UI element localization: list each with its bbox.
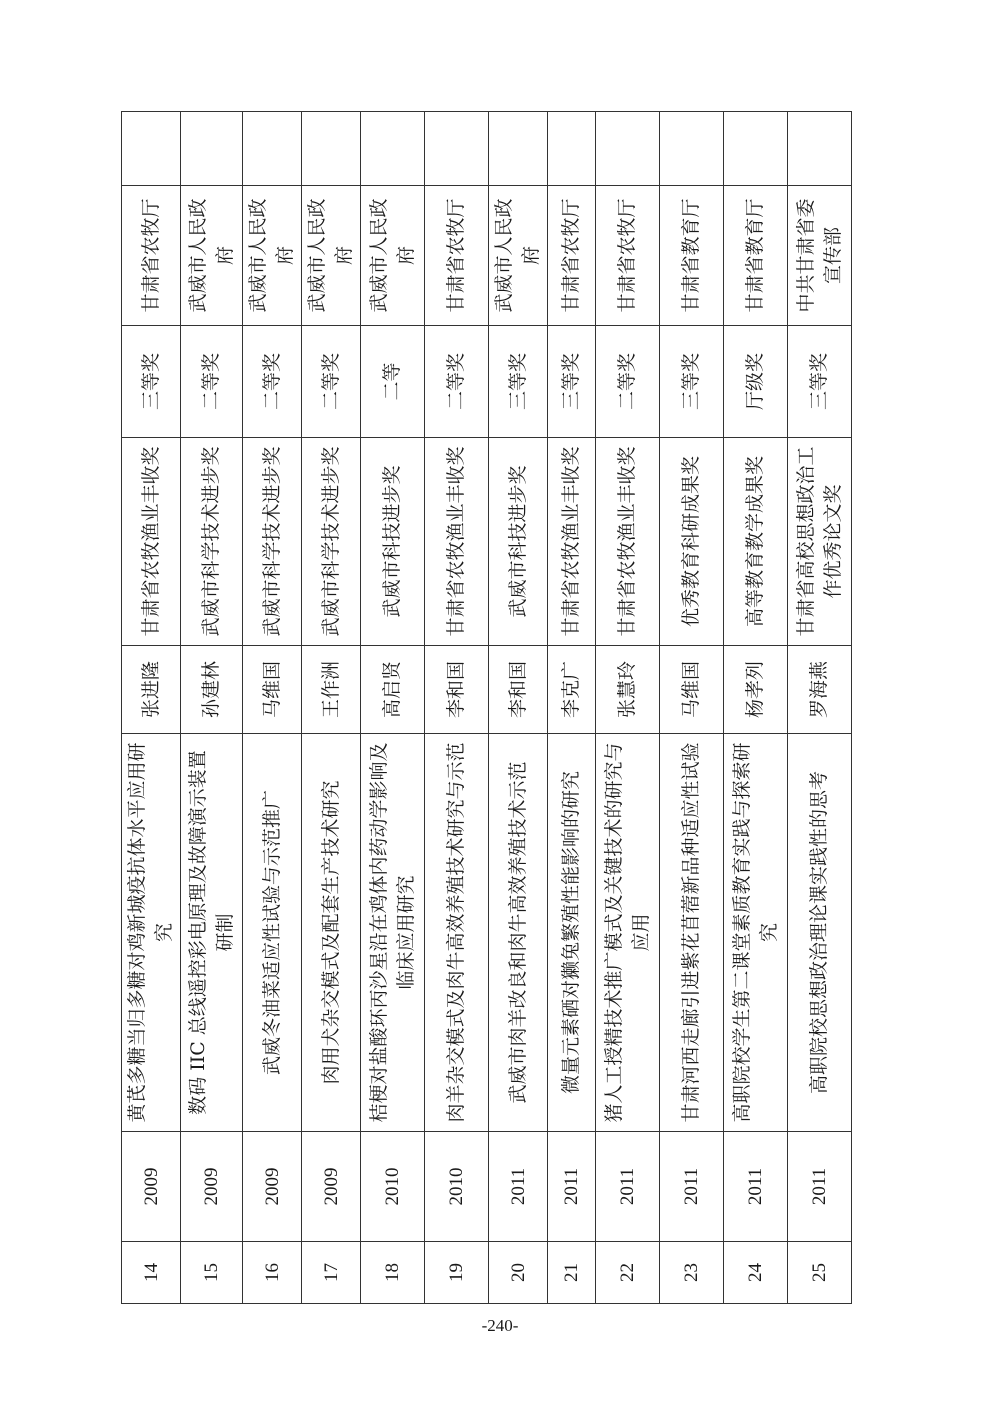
row-award: 甘肃省高校思想政治工作优秀论文奖 — [788, 438, 852, 646]
row-person: 孙建林 — [181, 646, 243, 734]
row-grade: 二等奖 — [243, 326, 302, 438]
row-note — [302, 112, 361, 186]
row-year: 2010 — [425, 1132, 489, 1242]
table-row — [788, 112, 852, 1304]
row-title: 高职院校思想政治理论课实践性的思考 — [788, 734, 852, 1132]
row-grade: 二等奖 — [181, 326, 243, 438]
awards-table — [121, 111, 852, 1304]
row-year: 2009 — [243, 1132, 302, 1242]
row-note — [181, 112, 243, 186]
row-note — [425, 112, 489, 186]
row-title: 桔梗对盐酸环丙沙星沿在鸡体内药动学影响及临床应用研究 — [361, 734, 425, 1132]
row-number: 16 — [243, 1242, 302, 1304]
table-row — [181, 112, 243, 1304]
row-year: 2011 — [788, 1132, 852, 1242]
row-note — [724, 112, 788, 186]
row-note — [122, 112, 181, 186]
row-year: 2009 — [302, 1132, 361, 1242]
row-title: 武威市肉羊改良和肉牛高效养殖技术示范 — [489, 734, 548, 1132]
row-number: 25 — [788, 1242, 852, 1304]
row-issuer: 武威市人民政府 — [361, 186, 425, 326]
row-award: 武威市科学技术进步奖 — [302, 438, 361, 646]
row-issuer: 武威市人民政府 — [181, 186, 243, 326]
row-year: 2011 — [724, 1132, 788, 1242]
row-grade: 三等奖 — [548, 326, 596, 438]
row-year: 2009 — [122, 1132, 181, 1242]
row-person: 高启贤 — [361, 646, 425, 734]
row-grade: 三等奖 — [489, 326, 548, 438]
row-grade: 二等 — [361, 326, 425, 438]
row-number: 22 — [596, 1242, 660, 1304]
row-number: 18 — [361, 1242, 425, 1304]
table-row — [660, 112, 724, 1304]
table-row — [596, 112, 660, 1304]
row-award: 武威市科技进步奖 — [361, 438, 425, 646]
row-number: 17 — [302, 1242, 361, 1304]
row-year: 2011 — [596, 1132, 660, 1242]
row-award: 武威市科学技术进步奖 — [243, 438, 302, 646]
row-issuer: 甘肃省农牧厅 — [596, 186, 660, 326]
row-grade: 三等奖 — [122, 326, 181, 438]
row-person: 张慧玲 — [596, 646, 660, 734]
row-issuer: 中共甘肃省委宣传部 — [788, 186, 852, 326]
row-award: 武威市科学技术进步奖 — [181, 438, 243, 646]
row-year: 2010 — [361, 1132, 425, 1242]
row-person: 李克广 — [548, 646, 596, 734]
row-number: 14 — [122, 1242, 181, 1304]
row-note — [243, 112, 302, 186]
row-note — [489, 112, 548, 186]
row-note — [788, 112, 852, 186]
row-person: 罗海燕 — [788, 646, 852, 734]
row-award: 武威市科技进步奖 — [489, 438, 548, 646]
row-grade: 三等奖 — [660, 326, 724, 438]
table-row — [361, 112, 425, 1304]
row-title: 肉羊杂交模式及肉牛高效养殖技术研究与示范 — [425, 734, 489, 1132]
row-issuer: 甘肃省农牧厅 — [122, 186, 181, 326]
row-number: 21 — [548, 1242, 596, 1304]
row-person: 李和国 — [489, 646, 548, 734]
row-title: 微量元素硒对獭兔繁殖性能影响的研究 — [548, 734, 596, 1132]
row-grade: 三等奖 — [788, 326, 852, 438]
row-title: 武威冬油菜适应性试验与示范推广 — [243, 734, 302, 1132]
row-year: 2011 — [548, 1132, 596, 1242]
table-row — [548, 112, 596, 1304]
row-person: 马维国 — [243, 646, 302, 734]
row-note — [548, 112, 596, 186]
table-row — [302, 112, 361, 1304]
row-number: 20 — [489, 1242, 548, 1304]
row-title: 黄芪多糖当归多糖对鸡新城疫抗体水平应用研究 — [122, 734, 181, 1132]
table-row — [425, 112, 489, 1304]
row-person: 杨孝列 — [724, 646, 788, 734]
table-row — [489, 112, 548, 1304]
row-note — [361, 112, 425, 186]
table-row — [724, 112, 788, 1304]
row-person: 张进隆 — [122, 646, 181, 734]
row-issuer: 甘肃省农牧厅 — [548, 186, 596, 326]
row-issuer: 武威市人民政府 — [243, 186, 302, 326]
row-issuer: 武威市人民政府 — [302, 186, 361, 326]
row-title: 数码 IIC 总线遥控彩电原理及故障演示装置研制 — [181, 734, 243, 1132]
row-note — [596, 112, 660, 186]
row-person: 李和国 — [425, 646, 489, 734]
row-award: 优秀教育科研成果奖 — [660, 438, 724, 646]
row-number: 24 — [724, 1242, 788, 1304]
row-grade: 二等奖 — [425, 326, 489, 438]
row-number: 19 — [425, 1242, 489, 1304]
row-issuer: 甘肃省教育厅 — [724, 186, 788, 326]
row-year: 2009 — [181, 1132, 243, 1242]
row-number: 23 — [660, 1242, 724, 1304]
row-year: 2011 — [489, 1132, 548, 1242]
row-issuer: 甘肃省农牧厅 — [425, 186, 489, 326]
row-award: 甘肃省农牧渔业丰收奖 — [122, 438, 181, 646]
row-title: 高职院校学生第二课堂素质教育实践与探索研究 — [724, 734, 788, 1132]
row-year: 2011 — [660, 1132, 724, 1242]
table-row — [243, 112, 302, 1304]
row-title: 猪人工授精技术推广模式及关键技术的研究与应用 — [596, 734, 660, 1132]
row-grade: 二等奖 — [302, 326, 361, 438]
table-row — [122, 112, 181, 1304]
row-title: 肉用犬杂交模式及配套生产技术研究 — [302, 734, 361, 1132]
row-grade: 二等奖 — [596, 326, 660, 438]
row-issuer: 武威市人民政府 — [489, 186, 548, 326]
row-issuer: 甘肃省教育厅 — [660, 186, 724, 326]
rotated-table-wrapper — [121, 112, 844, 1304]
page-number: -240- — [481, 1316, 519, 1335]
row-person: 马维国 — [660, 646, 724, 734]
row-award: 甘肃省农牧渔业丰收奖 — [425, 438, 489, 646]
row-award: 甘肃省农牧渔业丰收奖 — [548, 438, 596, 646]
row-grade: 厅级奖 — [724, 326, 788, 438]
row-award: 甘肃省农牧渔业丰收奖 — [596, 438, 660, 646]
row-award: 高等教育教学成果奖 — [724, 438, 788, 646]
row-person: 王作洲 — [302, 646, 361, 734]
row-note — [660, 112, 724, 186]
row-number: 15 — [181, 1242, 243, 1304]
row-title: 甘肃河西走廊引进紫花苜蓿新品种适应性试验 — [660, 734, 724, 1132]
